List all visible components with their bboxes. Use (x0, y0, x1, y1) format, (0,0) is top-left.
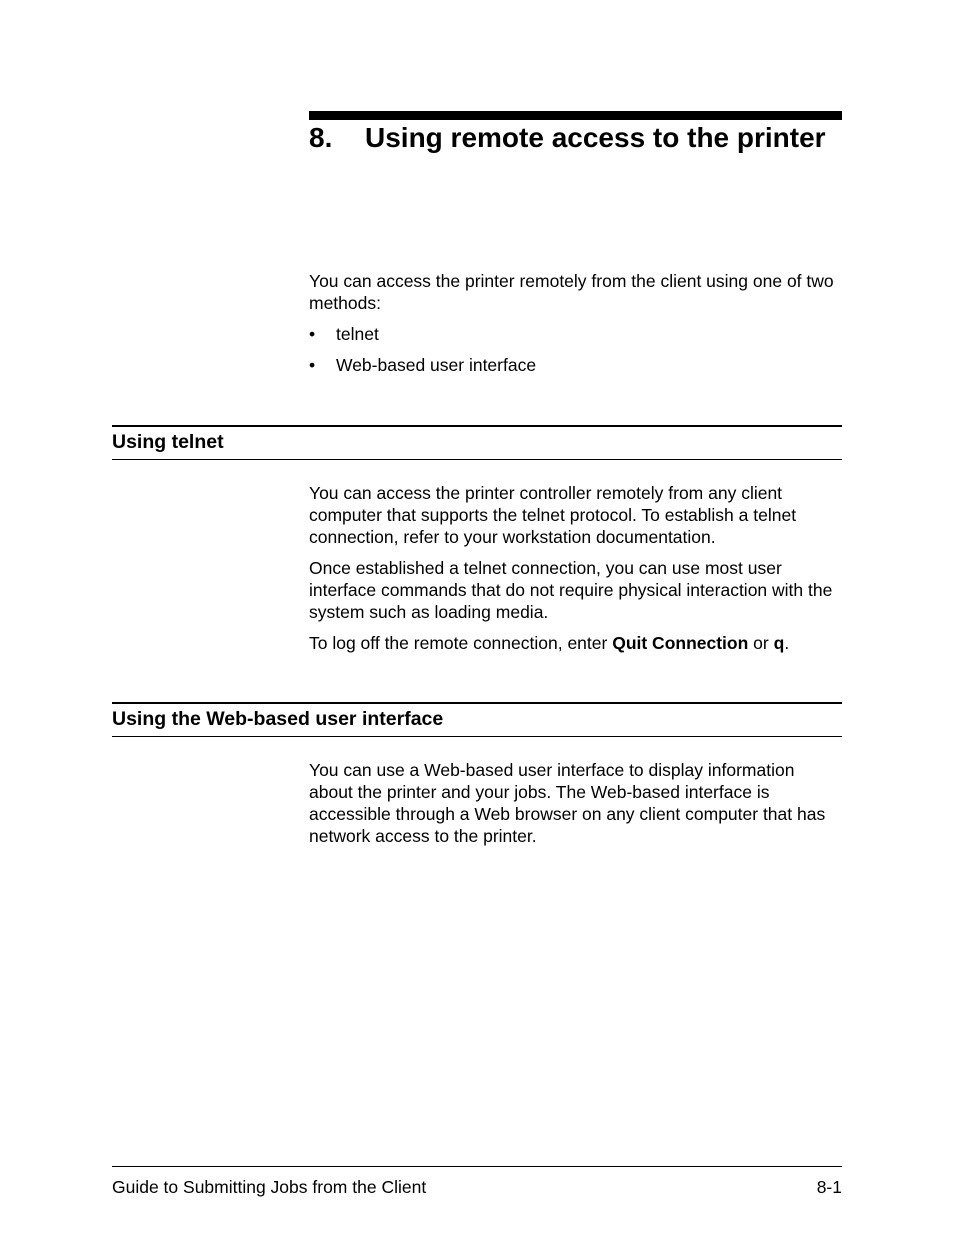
logoff-prefix: To log off the remote connection, enter (309, 633, 613, 653)
bullet-icon: • (309, 355, 316, 375)
logoff-middle: or (748, 633, 774, 653)
web-ui-section-body (309, 759, 842, 847)
chapter-title-text: Using remote access to the printer (365, 122, 826, 153)
section-rule-top (112, 425, 842, 427)
quit-shortcut-command: q (773, 633, 785, 653)
section-heading-telnet: Using telnet (112, 431, 224, 453)
telnet-paragraph-1: You can access the printer controller remotely from any client computer that supports the telnet protocol. To establish a telnet connection, refer to your workstation documentation. (309, 483, 797, 547)
intro-paragraph: You can access the printer remotely from the client using one of two methods: (309, 271, 834, 313)
intro-block (309, 270, 842, 376)
logoff-suffix: . (784, 633, 790, 653)
bullet-text: telnet (336, 324, 379, 344)
section-rule-bottom (112, 736, 842, 737)
chapter-rule (309, 111, 842, 120)
telnet-paragraph-2: Once established a telnet connection, you can use most user interface commands that do not require physical interaction with the system such as loading media. (309, 558, 833, 622)
footer-document-title: Guide to Submitting Jobs from the Client (112, 1177, 427, 1197)
section-rule-top (112, 702, 842, 704)
section-rule-bottom (112, 459, 842, 460)
list-item (309, 323, 842, 345)
telnet-section-body (309, 482, 842, 654)
chapter-title (309, 121, 869, 155)
chapter-number: 8. (309, 122, 333, 153)
footer-page-number: 8-1 (816, 1177, 842, 1197)
list-item (309, 354, 842, 376)
bullet-icon: • (309, 324, 316, 344)
web-ui-paragraph: You can use a Web-based user interface to display information about the printer and your jobs. The Web-based interface is accessible through a Web browser on any client computer that has network access to the printer. (309, 760, 826, 846)
section-heading-web-ui: Using the Web-based user interface (112, 708, 444, 730)
bullet-text: Web-based user interface (336, 355, 537, 375)
logoff-paragraph (309, 632, 842, 654)
quit-connection-command: Quit Connection (612, 633, 749, 653)
footer-rule (112, 1166, 842, 1167)
